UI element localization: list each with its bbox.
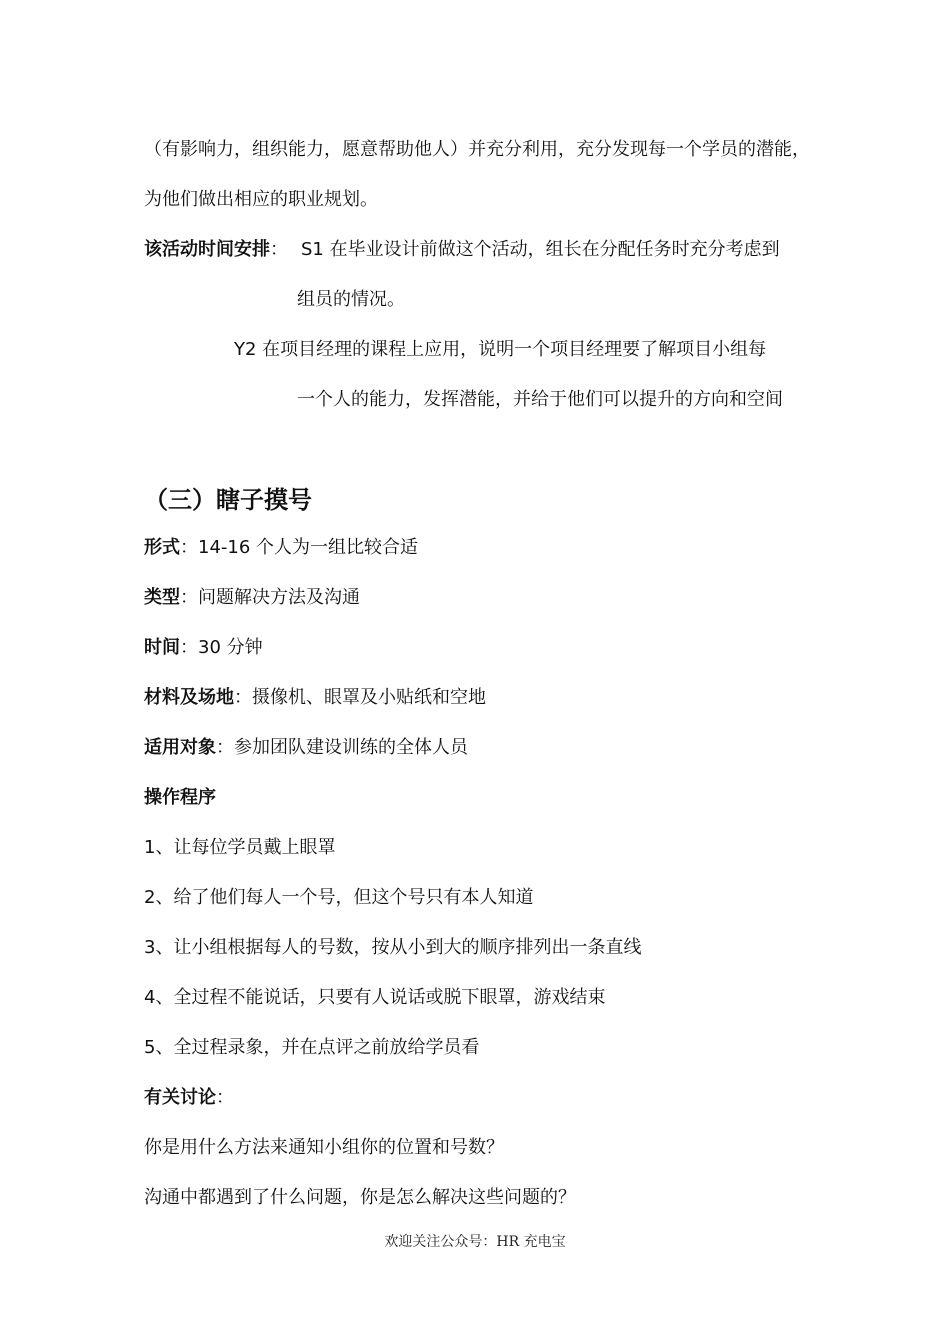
field-value: ：参加团队建设训练的全体人员 <box>216 737 468 758</box>
field-type <box>144 586 360 610</box>
discussion-question: 你是用什么方法来通知小组你的位置和号数？ <box>144 1137 504 1158</box>
discussion-sep: ： <box>216 1087 234 1108</box>
intro-line-2: 为他们做出相应的职业规划。 <box>144 189 378 210</box>
discussion-question: 沟通中都遇到了什么问题，你是怎么解决这些问题的？ <box>144 1187 576 1208</box>
field-label: 材料及场地 <box>144 687 234 708</box>
field-time <box>144 636 263 660</box>
page-footer: 欢迎关注公众号：HR 充电宝 <box>384 1234 566 1250</box>
schedule-s1: S1 在毕业设计前做这个活动，组长在分配任务时充分考虑到 <box>301 239 780 260</box>
field-audience <box>144 736 468 760</box>
discussion-line <box>144 1086 234 1110</box>
field-value: ：30 分钟 <box>180 637 263 658</box>
schedule-sep: ： <box>270 239 288 260</box>
discussion-label: 有关讨论 <box>144 1087 216 1108</box>
field-label: 类型 <box>144 587 180 608</box>
procedure-step: 2、给了他们每人一个号，但这个号只有本人知道 <box>144 887 534 908</box>
procedure-step: 4、全过程不能说话，只要有人说话或脱下眼罩，游戏结束 <box>144 987 606 1008</box>
procedure-step: 5、全过程录象，并在点评之前放给学员看 <box>144 1037 480 1058</box>
schedule-label: 该活动时间安排 <box>144 239 270 260</box>
intro-line-1: （有影响力，组织能力，愿意帮助他人）并充分利用，充分发现每一个学员的潜能， <box>144 139 810 160</box>
schedule-s1-cont: 组员的情况。 <box>297 289 405 310</box>
procedure-step: 3、让小组根据每人的号数，按从小到大的顺序排列出一条直线 <box>144 937 642 958</box>
field-label: 适用对象 <box>144 737 216 758</box>
field-materials <box>144 686 486 710</box>
schedule-line <box>144 238 288 262</box>
procedure-step: 1、让每位学员戴上眼罩 <box>144 837 336 858</box>
procedure-title: 操作程序 <box>144 787 216 808</box>
field-form <box>144 536 418 560</box>
section-heading: （三）瞎子摸号 <box>144 486 312 514</box>
schedule-y2: Y2 在项目经理的课程上应用，说明一个项目经理要了解项目小组每 <box>234 339 767 360</box>
field-label: 形式 <box>144 537 180 558</box>
field-value: ：问题解决方法及沟通 <box>180 587 360 608</box>
field-label: 时间 <box>144 637 180 658</box>
field-value: ：摄像机、眼罩及小贴纸和空地 <box>234 687 486 708</box>
field-value: ：14-16 个人为一组比较合适 <box>180 537 419 558</box>
schedule-y2-cont: 一个人的能力，发挥潜能，并给于他们可以提升的方向和空间 <box>297 389 783 410</box>
